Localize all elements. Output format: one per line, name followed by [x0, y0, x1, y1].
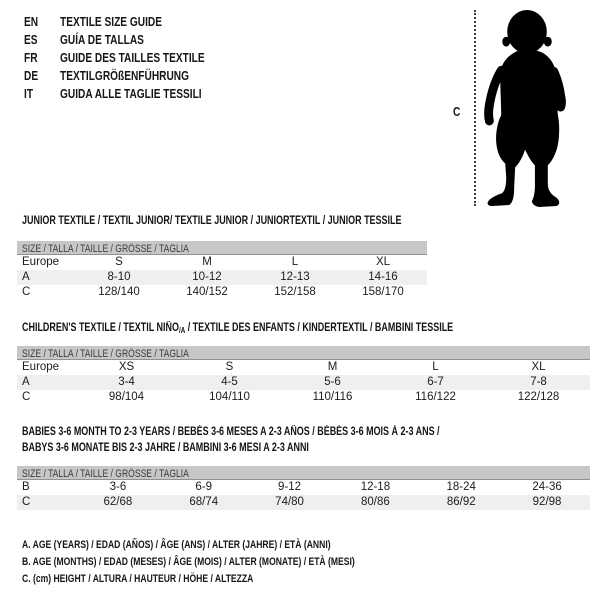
table-title-junior — [22, 213, 508, 229]
size-header-band — [17, 241, 427, 255]
table-row — [17, 375, 590, 390]
size-cell: 122/128 — [517, 391, 560, 403]
size-cell: 104/110 — [209, 391, 250, 403]
size-cell: 116/122 — [415, 391, 456, 403]
size-header-band — [17, 466, 590, 480]
size-cell: 158/170 — [362, 286, 404, 298]
size-cell: 3-6 — [109, 481, 127, 493]
language-label: TEXTILE SIZE GUIDE — [60, 14, 162, 29]
language-code: IT — [24, 86, 34, 101]
size-table-junior — [17, 241, 427, 300]
table-title-babies — [22, 424, 557, 456]
footnote-text: C. (cm) HEIGHT / ALTURA / HAUTEUR / HÖHE / ALTEZZA — [22, 573, 254, 585]
size-cell: 68/74 — [189, 496, 219, 508]
language-code: ES — [24, 32, 38, 47]
table-title-text — [22, 320, 453, 339]
size-cell: 6-9 — [195, 481, 213, 493]
size-table-children — [17, 346, 590, 405]
title-segment: / TEXTILE DES ENFANTS / KINDERTEXTIL / BAMBINI TESSILE — [185, 322, 454, 334]
language-row — [24, 13, 245, 31]
language-code: FR — [24, 50, 38, 65]
language-label: GUIDE DES TAILLES TEXTILE — [60, 50, 205, 65]
size-cell: 24-36 — [532, 481, 562, 493]
language-row — [24, 85, 245, 103]
size-header-band — [17, 346, 590, 360]
size-cell: 86/92 — [446, 496, 476, 508]
row-label: C — [22, 286, 31, 298]
language-label: GUIDA ALLE TAGLIE TESSILI — [60, 86, 202, 101]
size-cell: 12-18 — [360, 481, 391, 493]
footnote-text: B. AGE (MONTHS) / EDAD (MESES) / ÂGE (MOIS) / ALTER (MONATE) / ETÀ (MESI) — [22, 556, 355, 568]
title-segment: CHILDREN'S TEXTILE / TEXTIL NIÑO — [22, 322, 179, 334]
size-cell: XL — [531, 361, 546, 373]
table-title-line — [22, 440, 557, 456]
size-header-label: SIZE / TALLA / TAILLE / GRÖSSE / TAGLIA — [22, 243, 189, 255]
table-row — [17, 360, 590, 375]
size-header-label: SIZE / TALLA / TAILLE / GRÖSSE / TAGLIA — [22, 468, 189, 480]
language-label: TEXTILGRÖßENFÜHRUNG — [60, 68, 190, 83]
table-title-text — [22, 213, 401, 229]
size-cell: 152/158 — [274, 286, 316, 298]
size-cell: 18-24 — [446, 481, 476, 493]
size-cell: 4-5 — [221, 376, 238, 388]
table-row — [17, 390, 590, 405]
size-cell: 7-8 — [530, 376, 547, 388]
title-subscript: /A — [178, 326, 186, 335]
row-label: Europe — [22, 361, 60, 373]
size-cell: 3-4 — [118, 376, 135, 388]
size-cell: XL — [375, 256, 391, 268]
size-cell: 10-12 — [192, 271, 222, 283]
table-row — [17, 255, 427, 270]
size-cell: M — [327, 361, 338, 373]
table-row — [17, 270, 427, 285]
title-segment: BABIES 3-6 MONTH TO 2-3 YEARS / BEBÉS 3-6 MESES A 2-3 AÑOS / BÉBÉS 3-6 MOIS À 2-3 ANS / — [22, 426, 440, 438]
size-table-babies — [17, 466, 590, 510]
size-cell: 128/140 — [98, 286, 140, 298]
table-title-line — [22, 213, 508, 229]
language-label: GUÍA DE TALLAS — [60, 32, 144, 47]
size-cell: 14-16 — [368, 271, 398, 283]
footnote — [22, 537, 449, 554]
size-header-label: SIZE / TALLA / TAILLE / GRÖSSE / TAGLIA — [22, 348, 189, 360]
size-cell: S — [225, 361, 234, 373]
size-cell: 6-7 — [427, 376, 444, 388]
language-code: EN — [24, 14, 39, 29]
language-row — [24, 49, 245, 67]
size-cell: 9-12 — [278, 481, 302, 493]
title-segment: JUNIOR TEXTILE / TEXTIL JUNIOR/ TEXTILE JUNIOR / JUNIORTEXTIL / JUNIOR TESSILE — [22, 215, 402, 227]
language-guide — [24, 13, 245, 103]
size-cell: 8-10 — [107, 271, 131, 283]
size-cell: 110/116 — [312, 391, 353, 403]
size-cell: 98/104 — [108, 391, 145, 403]
title-segment: BABYS 3-6 MONATE BIS 2-3 JAHRE / BAMBINI 3-6 MESI A 2-3 ANNI — [22, 442, 309, 454]
baby-silhouette-icon — [478, 8, 578, 208]
row-label: B — [22, 481, 30, 493]
height-dotted-line — [474, 10, 476, 206]
height-measure-label: C — [453, 104, 461, 119]
table-title-text — [22, 440, 309, 456]
size-cell: 12-13 — [280, 271, 310, 283]
table-row — [17, 495, 590, 510]
size-cell: 140/152 — [186, 286, 228, 298]
row-label: A — [22, 271, 30, 283]
table-title-children — [22, 320, 575, 336]
row-label: C — [22, 391, 31, 403]
table-row — [17, 480, 590, 495]
size-cell: 5-6 — [324, 376, 341, 388]
row-label: Europe — [22, 256, 60, 268]
size-cell: XS — [118, 361, 135, 373]
language-row — [24, 31, 245, 49]
footnote — [22, 554, 449, 571]
size-cell: 92/98 — [532, 496, 562, 508]
footnotes — [22, 537, 449, 588]
table-title-line — [22, 320, 575, 336]
row-label: A — [22, 376, 30, 388]
size-cell: 74/80 — [275, 496, 304, 508]
language-row — [24, 67, 245, 85]
table-title-text — [22, 424, 440, 440]
footnote-text: A. AGE (YEARS) / EDAD (AÑOS) / ÂGE (ANS) / ALTER (JAHRE) / ETÀ (ANNI) — [22, 539, 331, 551]
footnote — [22, 571, 449, 588]
size-cell: S — [115, 256, 123, 268]
row-label: C — [22, 496, 31, 508]
size-cell: L — [432, 361, 439, 373]
table-title-line — [22, 424, 557, 440]
size-cell: L — [291, 256, 299, 268]
language-code: DE — [24, 68, 39, 83]
size-cell: 80/86 — [361, 496, 390, 508]
size-cell: M — [202, 256, 212, 268]
table-row — [17, 285, 427, 300]
size-cell: 62/68 — [103, 496, 133, 508]
